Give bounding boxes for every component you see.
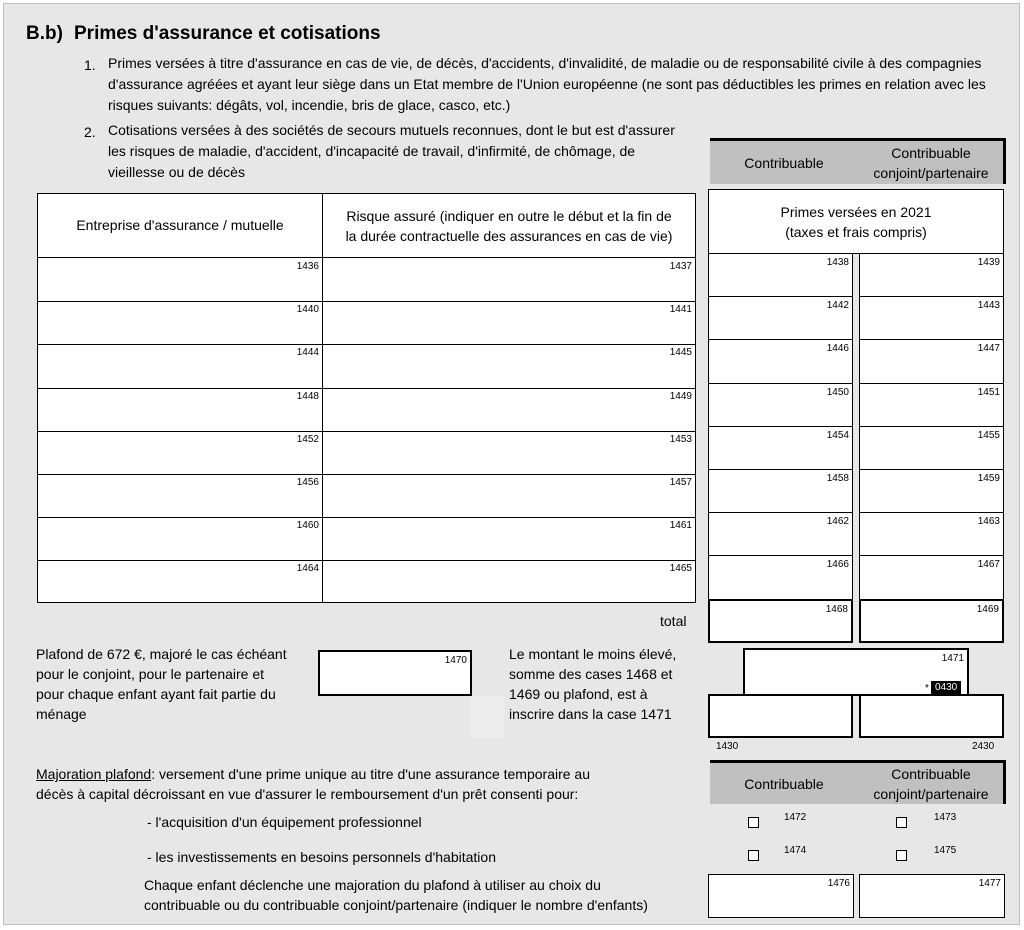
- header-conjoint-line2: conjoint/partenaire: [873, 165, 989, 181]
- primes-header-line1: Primes versées en 2021: [780, 204, 932, 220]
- code-1472: 1472: [784, 812, 807, 823]
- risk-field[interactable]: [323, 301, 695, 344]
- total-field-contribuable[interactable]: [708, 599, 853, 643]
- col-risque-line2: la durée contractuelle des assurances en cas de vie): [345, 228, 673, 244]
- option-habitation: - les investissements en besoins personnels d'habitation: [147, 849, 496, 865]
- field-code: 1464: [296, 563, 319, 575]
- enfants-field-contribuable[interactable]: [708, 874, 854, 918]
- code-1475: 1475: [934, 845, 957, 856]
- field-code: 1457: [669, 477, 692, 488]
- field-code: 1443: [977, 300, 1000, 312]
- field-code: 1450: [826, 386, 849, 398]
- premium-field-contribuable[interactable]: [708, 339, 853, 383]
- checkbox-1472[interactable]: [748, 817, 759, 828]
- premium-field-conjoint[interactable]: [859, 296, 1004, 340]
- risk-field[interactable]: [323, 431, 695, 474]
- field-code: 1466: [826, 559, 849, 571]
- field-code: 1455: [977, 429, 1000, 441]
- field-code: 1454: [826, 429, 849, 441]
- header-contribuable: Contribuable: [744, 155, 824, 171]
- plafond-line1: Plafond de 672 €, majoré le cas échéant: [36, 646, 287, 662]
- premium-field-conjoint[interactable]: [859, 383, 1004, 427]
- field-code: 1462: [826, 516, 849, 528]
- risk-field[interactable]: [323, 344, 695, 387]
- risk-field[interactable]: [323, 560, 695, 603]
- montant-field[interactable]: [743, 648, 969, 696]
- code-1474: 1474: [784, 845, 807, 856]
- field-code: 1442: [826, 300, 849, 312]
- risk-field[interactable]: [323, 474, 695, 517]
- field-code: 1467: [977, 559, 1000, 571]
- col-risque-header: [323, 206, 695, 246]
- enfants-field-conjoint[interactable]: [859, 874, 1005, 918]
- field-code: 1453: [669, 433, 692, 445]
- taxpayer-header: [710, 138, 1006, 184]
- field-code: 1449: [669, 390, 692, 402]
- field-code: 1439: [977, 257, 1000, 268]
- field-code: 1444: [296, 347, 319, 359]
- insurer-field[interactable]: [38, 388, 322, 431]
- section-title: [26, 23, 381, 45]
- risk-field[interactable]: [323, 517, 695, 560]
- field-code: 1440: [296, 304, 319, 316]
- premium-field-contribuable[interactable]: [708, 555, 853, 599]
- total-label: total: [660, 613, 687, 629]
- blank-strip: [470, 696, 504, 738]
- premium-field-conjoint[interactable]: [859, 253, 1004, 297]
- insurance-table: [37, 193, 696, 603]
- insurer-field[interactable]: [38, 431, 322, 474]
- header-contribuable: Contribuable: [744, 776, 824, 792]
- section-code: B.b): [26, 23, 63, 44]
- star-marker: *: [925, 683, 929, 694]
- field-code: 1471: [941, 653, 964, 664]
- primes-header-text: [709, 202, 1003, 242]
- majoration-line2: décès à capital décroissant en vue d'assurer le remboursement d'un prêt consenti pour:: [36, 786, 579, 802]
- item-1-number: 1.: [84, 57, 96, 73]
- premium-field-contribuable[interactable]: [708, 469, 853, 513]
- field-code: 1470: [444, 655, 467, 666]
- insurer-field[interactable]: [38, 517, 322, 560]
- insurer-field[interactable]: [38, 258, 322, 301]
- field-code: 1451: [977, 386, 1000, 398]
- option-equipement: - l'acquisition d'un équipement professionnel: [147, 814, 422, 830]
- field-code: 1452: [296, 433, 319, 445]
- premium-field-contribuable[interactable]: [708, 296, 853, 340]
- plafond-line3: pour chaque enfant ayant fait partie du: [36, 686, 276, 702]
- premium-field-contribuable[interactable]: [708, 512, 853, 556]
- field-code: 1441: [669, 304, 692, 316]
- primes-header: [708, 189, 1004, 254]
- field-code: 1460: [296, 520, 319, 532]
- premium-field-contribuable[interactable]: [708, 426, 853, 470]
- insurer-field[interactable]: [38, 301, 322, 344]
- field-code: 1436: [296, 261, 319, 272]
- plafond-line4: ménage: [36, 706, 87, 722]
- col-entreprise-header: Entreprise d'assurance / mutuelle: [76, 217, 284, 233]
- total-field-conjoint[interactable]: [859, 599, 1004, 643]
- montant-line4: inscrire dans la case 1471: [509, 706, 672, 722]
- risk-field[interactable]: [323, 258, 695, 301]
- col-risque-line1: Risque assuré (indiquer en outre le début et la fin de: [346, 208, 672, 224]
- plafond-field[interactable]: [318, 650, 472, 696]
- code-1430: 1430: [716, 741, 739, 752]
- field-code: 1459: [977, 473, 1000, 484]
- field-code: 1463: [977, 516, 1000, 528]
- field-code: 1465: [669, 563, 692, 575]
- field-code: 1445: [669, 347, 692, 359]
- enfant-line2: contribuable ou du contribuable conjoint/partenaire (indiquer le nombre d'enfants): [144, 897, 648, 913]
- form-page: [3, 3, 1020, 925]
- field-code: 1458: [826, 473, 849, 484]
- premium-field-conjoint[interactable]: [859, 339, 1004, 383]
- montant-sub-field-contribuable[interactable]: [708, 694, 853, 738]
- premium-field-conjoint[interactable]: [859, 555, 1004, 599]
- checkbox-1474[interactable]: [748, 850, 759, 861]
- checkbox-1473[interactable]: [896, 817, 907, 828]
- field-code: 1456: [296, 477, 319, 488]
- majoration-line1: : versement d'une prime unique au titre d'une assurance temporaire au: [151, 766, 591, 782]
- premium-field-contribuable[interactable]: [708, 383, 853, 427]
- montant-line1: Le montant le moins élevé,: [509, 646, 677, 662]
- insurer-field[interactable]: [38, 560, 322, 603]
- majoration-label: Majoration plafond: [36, 766, 152, 782]
- item-1-text: Primes versées à titre d'assurance en cas de vie, de décès, d'accidents, d'invalidité, de maladie ou de responsabilité civile à des compagnies d'assurance agréées et ayant leur siège dans un Etat membre de l'Union européenne (ne sont pas déductibles les primes en relation avec les risques suivants: dégâts, vol, incendie, bris de glace, casco, etc.): [108, 55, 986, 113]
- premium-field-contribuable[interactable]: [708, 253, 853, 297]
- field-code: 1469: [976, 604, 999, 615]
- checkbox-1475[interactable]: [896, 850, 907, 861]
- section-title-text: Primes d'assurance et cotisations: [74, 23, 381, 44]
- enfant-line1: Chaque enfant déclenche une majoration du plafond à utiliser au choix du: [144, 877, 601, 893]
- field-code: 1447: [977, 343, 1000, 355]
- premium-field-conjoint[interactable]: [859, 512, 1004, 556]
- majoration-header: [710, 760, 1006, 804]
- field-code: 1476: [827, 878, 850, 889]
- premium-field-conjoint[interactable]: [859, 469, 1004, 513]
- field-code: 1461: [669, 520, 692, 532]
- code-2430: 2430: [972, 741, 995, 752]
- item-2-text: Cotisations versées à des sociétés de secours mutuels reconnues, dont le but est d'assurer les risques de maladie, d'accident, d'incapacité de travail, d'infirmité, de chômage, de vieillesse ou de décès: [108, 122, 675, 180]
- code-badge: 0430: [931, 681, 961, 694]
- header-conjoint: [860, 143, 1002, 183]
- header-conjoint: [860, 764, 1002, 804]
- field-code: 1437: [669, 261, 692, 272]
- montant-line3: 1469 ou plafond, est à: [509, 686, 648, 702]
- montant-line2: somme des cases 1468 et: [509, 666, 673, 682]
- plafond-text: [36, 644, 326, 724]
- enfant-text: [144, 875, 704, 915]
- plafond-line2: pour le conjoint, pour le partenaire et: [36, 666, 265, 682]
- field-code: 1446: [826, 343, 849, 355]
- header-conjoint-line1: Contribuable: [891, 145, 971, 161]
- field-code: 1448: [296, 390, 319, 402]
- primes-header-line2: (taxes et frais compris): [785, 224, 927, 240]
- field-code: 1468: [825, 604, 848, 615]
- montant-text: [509, 644, 709, 724]
- code-1473: 1473: [934, 812, 957, 823]
- field-code: 1477: [978, 878, 1001, 889]
- majoration-text: [36, 764, 686, 804]
- header-conjoint-line2: conjoint/partenaire: [873, 786, 989, 802]
- field-code: 1438: [826, 257, 849, 268]
- item-2-number: 2.: [84, 124, 96, 140]
- montant-sub-field-conjoint[interactable]: [859, 694, 1004, 738]
- insurer-field[interactable]: [38, 474, 322, 517]
- insurer-field[interactable]: [38, 344, 322, 387]
- premium-field-conjoint[interactable]: [859, 426, 1004, 470]
- risk-field[interactable]: [323, 388, 695, 431]
- header-conjoint-line1: Contribuable: [891, 766, 971, 782]
